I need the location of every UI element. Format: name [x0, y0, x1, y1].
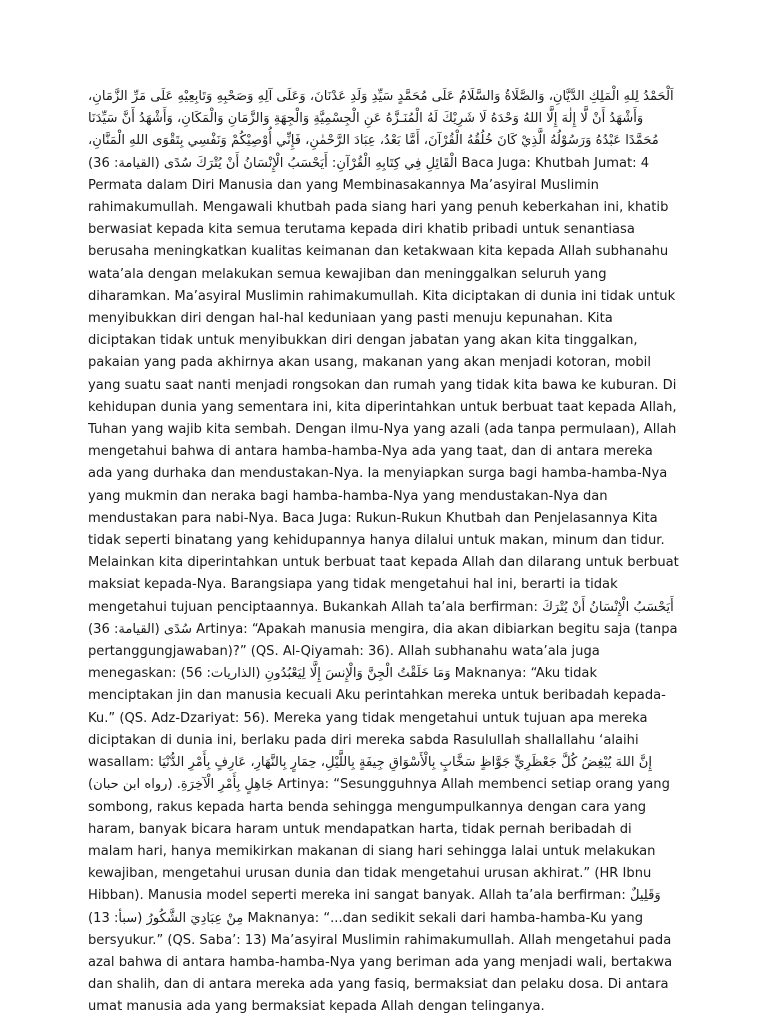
body-paragraph: Artinya: “Sesungguhnya Allah membenci setiap orang yang sombong, rakus kepada harta benda sehingga mengumpulkannya dengan cara yang haram, banyak bicara haram untuk mendapatkan harta, tidak pernah beribadah di malam hari, hanya memikirkan makanan di siang hari sehingga lalai untuk melakukan kewajiban, mengetahui urusan dunia dan tidak mengetahui urusan akhirat.” (HR Ibnu Hibban). Manusia model seperti mereka ini sangat banyak. Allah ta’ala berfirman: — [88, 777, 670, 904]
arabic-hadith: إِنَّ اللهَ يُبْغِضُ كُلَّ جَعْظَرِيٍّ جَوَّاظٍ سَخَّابٍ بِالْأَسْوَاقِ جِيفَةٍ بِاللَّيْلِ، حِمَارٍ بِالنَّهَارِ، عَارِفٍ بِأَمْرِ الدُّنْيَا جَاهِلٍ بِأَمْرِ الْآخِرَةِ. (رواه ابن حبان) — [88, 755, 652, 793]
khutbah-text — [88, 86, 680, 1019]
body-paragraph: Maknanya: “Aku tidak menciptakan jin dan manusia kecuali Aku perintahkan mereka untuk beribadah kepada-Ku.” (QS. Adz-Dzariyat: 56). Mereka yang tidak mengetahui untuk tujuan apa mereka diciptakan di dunia ini, berlaku pada diri mereka sabda Rasulullah shallallahu ‘alaihi wasallam: — [88, 666, 666, 771]
body-paragraph: Artinya: “Apakah manusia mengira, dia akan dibiarkan begitu saja (tanpa pertanggungjawaban)?” (QS. Al-Qiyamah: 36). Allah subhanahu wata’ala juga menegaskan: — [88, 621, 678, 682]
arabic-verse-qiyamah: أَيَحْسَبُ الْإِنْسَانُ أَنْ يُتْرَكَ سُدًى (القيامة: 36) — [88, 599, 674, 637]
body-paragraph: Maknanya: “...dan sedikit sekali dari hamba-hamba-Ku yang bersyukur.” (QS. Saba’: 13) Ma’asyiral Muslimin rahimakumullah. Allah mengetahui pada azal bahwa di antara hamba-hamba-Nya yang beriman ada yang menjadi wali, bertakwa dan shalih, dan di antara mereka ada yang fasiq, bermaksiat dan pelaku dosa. Di antara umat manusia ada yang bermaksiat kepada Allah dengan telinganya. — [88, 910, 673, 1015]
arabic-opening-prayer: اَلْحَمْدُ لِلهِ الْمَلِكِ الدَّيَّانِ، وَالصَّلَاةُ وَالسَّلَامُ عَلَى مُحَمَّدٍ سَيِّدِ وَلَدِ عَدْنَانَ، وَعَلَى آلِهِ وَصَحْبِهِ وَتَابِعِيْهِ عَلَى مَرِّ الزَّمَانِ، وَأَشْهَدُ أَنْ لَّا إِلٰهَ إِلَّا اللهُ وَحْدَهُ لَا شَرِيْكَ لَهُ الْمُنَـزَّهُ عَنِ الْجِسْمِيَّةِ وَالْجِهَةِ وَالزَّمَانِ وَالْمَكَانِ، وَأَشْهَدُ أَنَّ سَيِّدَنَا مُحَمَّدًا عَبْدُهُ وَرَسُوْلُهُ الَّذِيْ كَانَ خُلُقُهُ الْقُرْآنَ، أَمَّا بَعْدُ، عِبَادَ الرَّحْمٰنِ، فَإِنِّي أُوْصِيْكُمْ وَنَفْسِي بِتَقْوَى اللهِ الْمَنَّانِ، الْقَائِلِ فِي كِتَابِهِ الْقُرْآنِ: أَيَحْسَبُ الْإِنْسَانُ أَنْ يُتْرَكَ سُدًى (القيامة: 36) — [88, 89, 674, 171]
arabic-verse-saba: وَقَلِيلٌ مِنْ عِبَادِيَ الشَّكُورُ (سبأ: 13) — [88, 888, 661, 926]
body-paragraph: Baca Juga: Khutbah Jumat: 4 Permata dalam Diri Manusia dan yang Membinasakannya Ma’asyiral Muslimin rahimakumullah. Mengawali khutbah pada siang hari yang penuh keberkahan ini, khatib berwasiat kepada kita semua terutama kepada diri khatib pribadi untuk senantiasa berusaha meningkatkan kualitas keimanan dan ketakwaan kita kepada Allah subhanahu wata’ala dengan melakukan semua kewajiban dan meninggalkan seluruh yang diharamkan. Ma’asyiral Muslimin rahimakumullah. Kita diciptakan di dunia ini tidak untuk menyibukkan diri dengan hal-hal keduniaan yang pasti menuju kepunahan. Kita diciptakan tidak untuk menyibukkan diri dengan jabatan yang akan kita tinggalkan, pakaian yang pada akhirnya akan usang, makanan yang akan menjadi kotoran, mobil yang suatu saat nanti menjadi rongsokan dan rumah yang tidak kita bawa ke kuburan. Di kehidupan dunia yang sementara ini, kita diperintahkan untuk berbuat taat kepada Allah, Tuhan yang wajib kita sembah. Dengan ilmu-Nya yang azali (ada tanpa permulaan), Allah mengetahui bahwa di antara hamba-hamba-Nya ada yang taat, dan di antara mereka ada yang durhaka dan mendustakan-Nya. Ia menyiapkan surga bagi hamba-hamba-Nya yang mukmin dan neraka bagi hamba-hamba-Nya yang mendustakan-Nya dan mendustakan para nabi-Nya. Baca Juga: Rukun-Rukun Khutbah dan Penjelasannya Kita tidak seperti binatang yang kehidupannya hanya dilalui untuk makan, minum dan tidur. Melainkan kita diperintahkan untuk berbuat taat kepada Allah dan dilarang untuk berbuat maksiat kepada-Nya. Barangsiapa yang tidak mengetahui hal ini, berarti ia tidak mengetahui tujuan penciptaannya. Bukankah Allah ta’ala berfirman: — [88, 155, 679, 615]
arabic-verse-dzariyat: وَمَا خَلَقْتُ الْجِنَّ وَالْإِنسَ إِلَّا لِيَعْبُدُونِ (الذاريات: 56) — [180, 666, 451, 682]
